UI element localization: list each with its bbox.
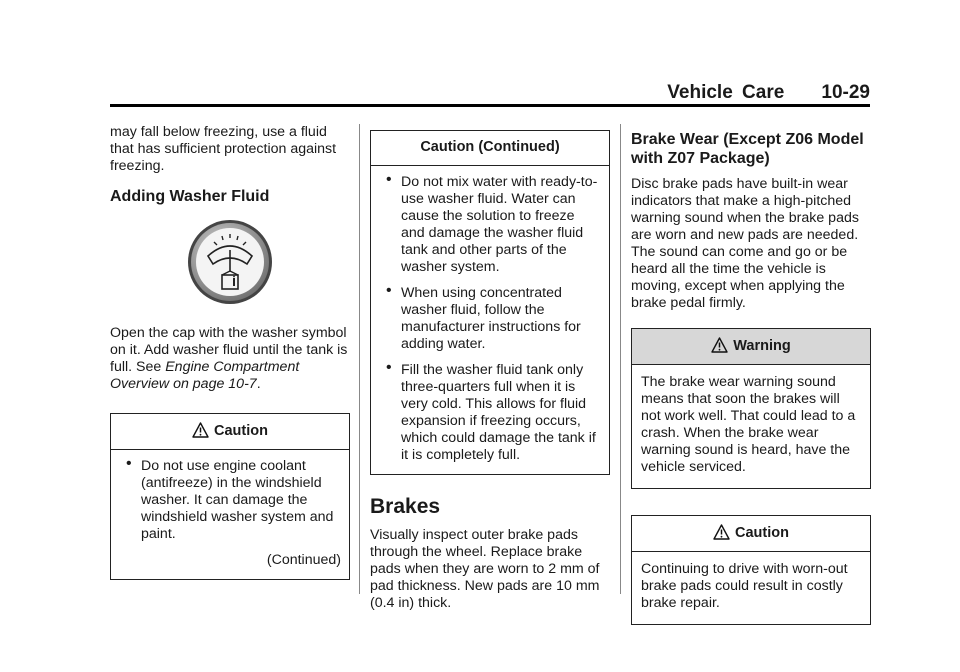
warning-box [631,328,871,489]
caution-title: Caution [111,414,349,450]
page-header [110,82,870,104]
caution-body: Continuing to drive with worn-out brake pads could result in costly brake repair. [641,561,848,611]
warning-triangle-icon [711,337,728,353]
brake-wear-heading: Brake Wear (Except Z06 Model with Z07 Package) [631,131,864,167]
caution-continued-title: Caution (Continued) [371,131,609,166]
caution-bullet: • When using concentrated washer fluid, follow the manufacturer instructions for adding water. [379,285,601,353]
header-rule [110,104,870,107]
caution-triangle-icon [713,524,730,540]
intro-paragraph: may fall below freezing, use a fluid that has sufficient protection against freezing. [110,124,337,174]
caution-bullet: • Do not use engine coolant (antifreeze) in the windshield washer. It can damage the windshield washer system and paint. [119,458,341,543]
column-2 [370,124,610,612]
caution-bullet: • Do not mix water with ready-to-use washer fluid. Water can cause the solution to freeze and damage the washer fluid tank and other parts of the washer system. [379,174,601,276]
caution-continued-box [370,130,610,475]
caution-triangle-icon [192,422,209,438]
caution-title: Caution [632,516,870,552]
washer-fluid-symbol-icon [186,218,274,306]
warning-title: Warning [632,329,870,365]
page-reference-link[interactable]: Engine Compartment Overview on page 10-7 [110,359,300,392]
brakes-heading: Brakes [370,495,441,518]
brakes-paragraph: Visually inspect outer brake pads through the wheel. Replace brake pads when they are worn to 2 mm of pad thickness. New pads are 10 mm (0.4 in) thick. [370,527,600,611]
caution-box [110,413,350,580]
section-heading: Adding Washer Fluid [110,188,270,205]
caution-box [631,515,871,625]
caution-continued-body [371,166,609,474]
column-divider [359,124,360,594]
column-3 [631,124,871,625]
column-1 [110,124,350,580]
washer-paragraph: Open the cap with the washer symbol on it. Add washer fluid until the tank is full. See Engine Compartment Overview on page 10-7. [110,325,348,392]
caution-bullet: • Fill the washer fluid tank only three-quarters full when it is very cold. This allows for fluid expansion if freezing occurs, which could damage the tank if it is completely full. [379,362,601,464]
caution-body [111,450,349,579]
washer-icon-container [110,218,350,311]
continued-label: (Continued) [266,552,341,568]
warning-body: The brake wear warning sound means that soon the brakes will not work well. That could lead to a crash. When the brake wear warning sound is heard, have the vehicle serviced. [641,374,856,475]
page-header-title: Vehicle Care 10-29 [667,82,870,103]
brake-wear-paragraph: Disc brake pads have built-in wear indicators that make a high-pitched warning sound when the brake pads are worn and new pads are needed. The sound can come and go or be heard all the time the vehicle is moving, except when applying the brake pedal firmly. [631,176,859,311]
column-divider [620,124,621,594]
